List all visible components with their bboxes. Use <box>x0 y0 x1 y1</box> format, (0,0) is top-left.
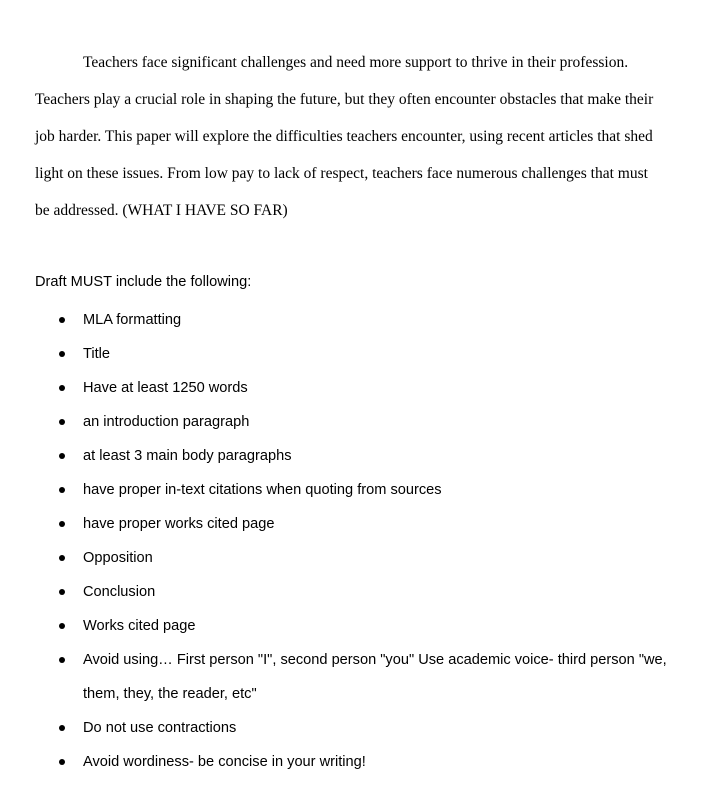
bullet-icon <box>59 589 65 595</box>
requirement-text: have proper in-text citations when quoting from sources <box>83 482 442 498</box>
bullet-icon <box>59 351 65 357</box>
requirement-text: Avoid wordiness- be concise in your writing! <box>83 754 366 770</box>
requirement-text: at least 3 main body paragraphs <box>83 448 292 464</box>
requirement-text: Works cited page <box>83 618 196 634</box>
bullet-icon <box>59 657 65 663</box>
requirement-text: have proper works cited page <box>83 516 275 532</box>
requirement-text: MLA formatting <box>83 312 182 328</box>
requirement-item <box>35 575 675 609</box>
requirement-item <box>35 439 675 473</box>
requirement-item <box>35 711 675 745</box>
bullet-icon <box>59 419 65 425</box>
requirement-item <box>35 405 675 439</box>
bullet-icon <box>59 453 65 459</box>
requirement-item <box>35 473 675 507</box>
requirement-text: Title <box>83 346 111 362</box>
bullet-icon <box>59 623 65 629</box>
requirements-section <box>35 270 675 779</box>
requirement-text: Do not use contractions <box>83 720 237 736</box>
requirement-text: Conclusion <box>83 584 156 600</box>
requirement-text: an introduction paragraph <box>83 414 250 430</box>
requirement-item <box>35 541 675 575</box>
requirement-text: Avoid using… First person "I", second person "you" Use academic voice- third person "we, them, they, the reader, etc" <box>83 652 667 702</box>
requirements-heading: Draft MUST include the following: <box>35 274 252 290</box>
essay-paragraph: Teachers face significant challenges and need more support to thrive in their profession. Teachers play a crucial role in shaping the future, but they often encounter obstacles that make their job harder. This paper will explore the difficulties teachers encounter, using recent articles that shed light on these issues. From low pay to lack of respect, teachers face numerous challenges that must be addressed. (WHAT I HAVE SO FAR) <box>35 54 654 219</box>
bullet-icon <box>59 385 65 391</box>
requirement-item <box>35 507 675 541</box>
bullet-icon <box>59 725 65 731</box>
requirements-list <box>35 303 675 779</box>
bullet-icon <box>59 555 65 561</box>
requirement-text: Have at least 1250 words <box>83 380 248 396</box>
requirement-item <box>35 609 675 643</box>
bullet-icon <box>59 487 65 493</box>
bullet-icon <box>59 317 65 323</box>
bullet-icon <box>59 521 65 527</box>
requirement-item <box>35 303 675 337</box>
requirement-text: Opposition <box>83 550 153 566</box>
requirement-item <box>35 371 675 405</box>
requirement-item <box>35 745 675 779</box>
requirement-item <box>35 337 675 371</box>
bullet-icon <box>59 759 65 765</box>
requirement-item <box>35 643 675 711</box>
